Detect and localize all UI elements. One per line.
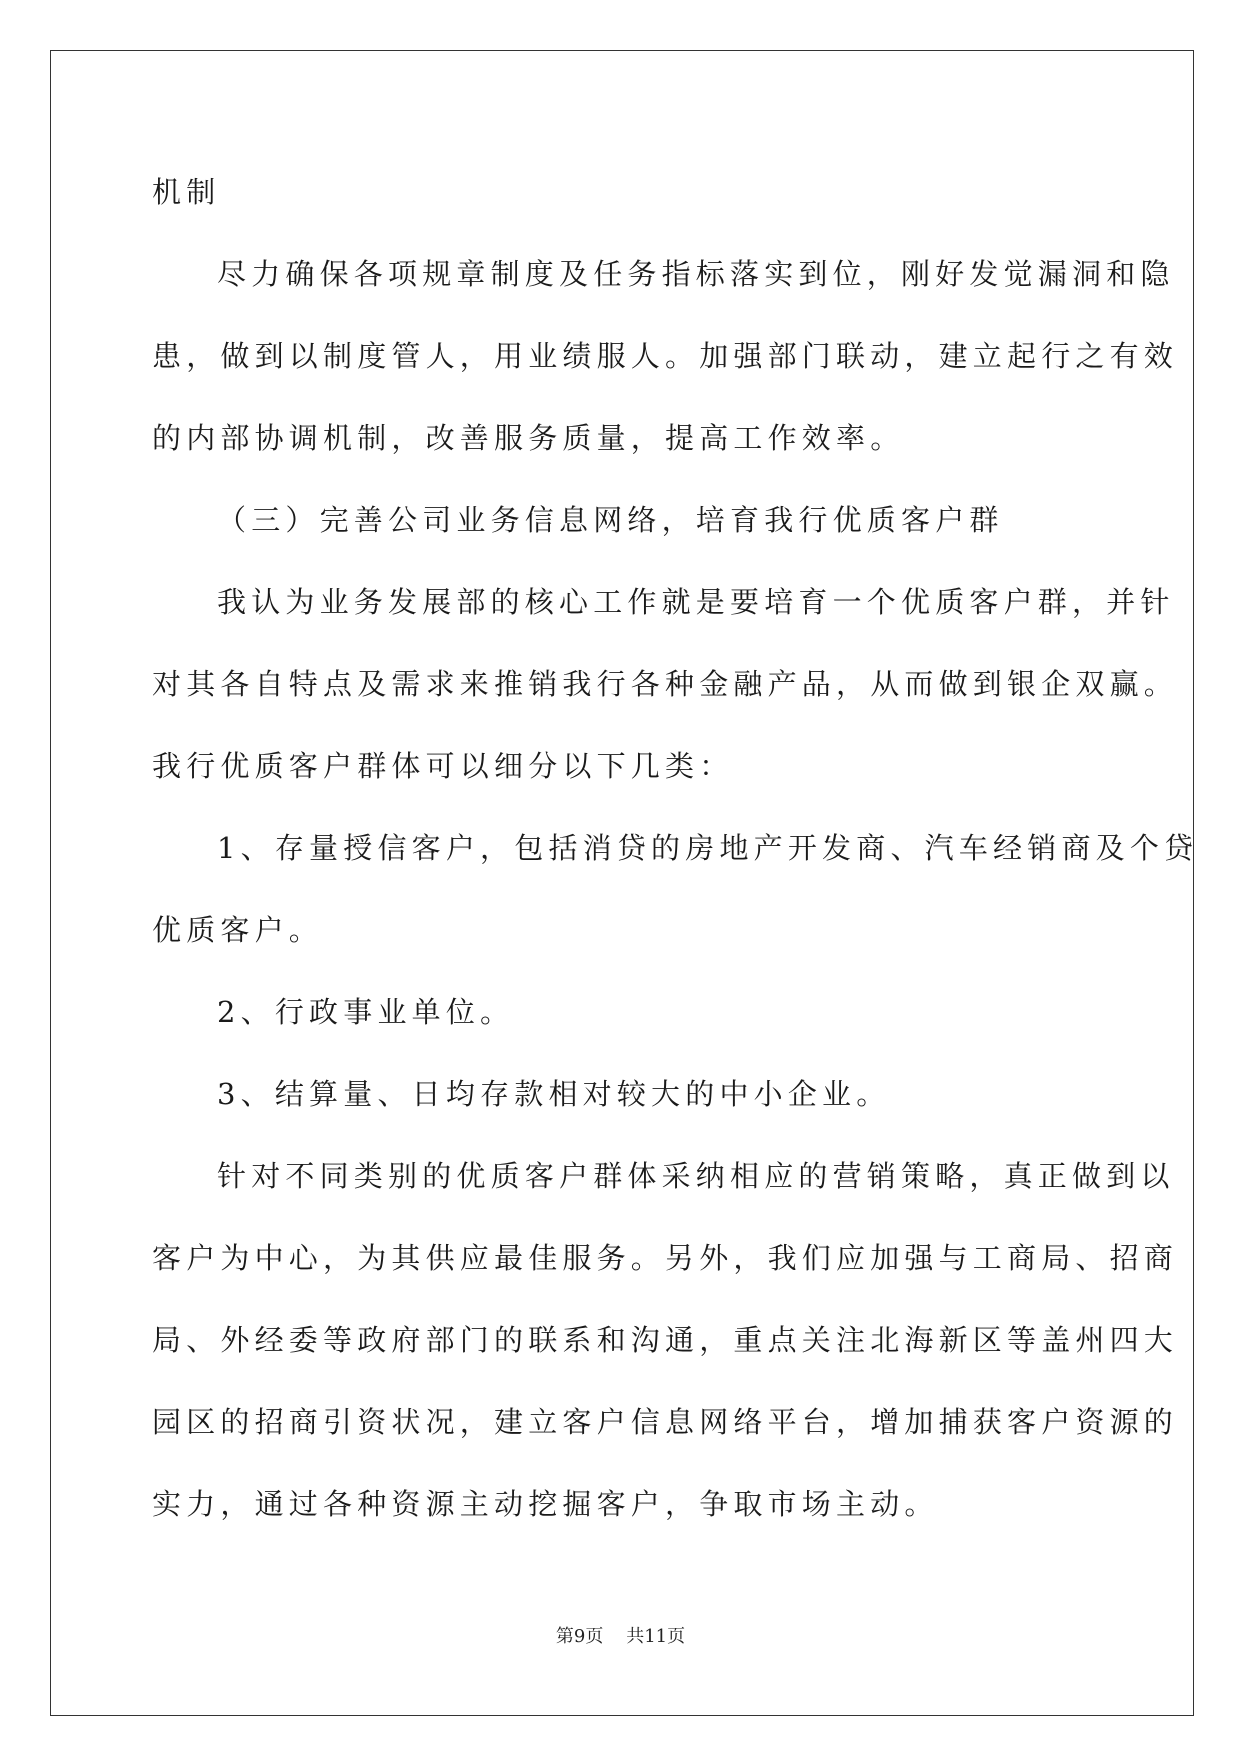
current-page-number: 9 (573, 1626, 586, 1647)
page-footer (0, 1624, 1241, 1650)
total-label-suffix: 页 (667, 1626, 686, 1647)
paragraph-line: 我认为业务发展部的核心工作就是要培育一个优质客户群，并针 (217, 585, 1175, 619)
paragraph-line: 客户为中心，为其供应最佳服务。另外，我们应加强与工商局、招商 (152, 1241, 1179, 1275)
section-heading: （三）完善公司业务信息网络，培育我行优质客户群 (217, 503, 1004, 537)
paragraph-line: 尽力确保各项规章制度及任务指标落实到位，刚好发觉漏洞和隐 (217, 257, 1175, 291)
paragraph-line: 患，做到以制度管人，用业绩服人。加强部门联动，建立起行之有效 (152, 339, 1179, 373)
page-label-prefix: 第 (555, 1626, 574, 1647)
page-border (50, 50, 1194, 1716)
list-item: 3、结算量、日均存款相对较大的中小企业。 (217, 1077, 891, 1111)
total-pages-number: 11 (644, 1626, 668, 1647)
paragraph-line: 对其各自特点及需求来推销我行各种金融产品，从而做到银企双赢。 (152, 667, 1179, 701)
paragraph-line: 的内部协调机制，改善服务质量，提高工作效率。 (152, 421, 905, 455)
paragraph-line: 园区的招商引资状况，建立客户信息网络平台，增加捕获客户资源的 (152, 1405, 1179, 1439)
page-label-suffix: 页 (585, 1626, 604, 1647)
paragraph-line: 局、外经委等政府部门的联系和沟通，重点关注北海新区等盖州四大 (152, 1323, 1179, 1357)
list-item: 1、存量授信客户，包括消贷的房地产开发商、汽车经销商及个贷 (217, 831, 1199, 865)
list-item-continuation: 优质客户。 (152, 913, 324, 947)
list-item: 2、行政事业单位。 (217, 995, 515, 1029)
total-label-prefix: 共 (626, 1626, 645, 1647)
paragraph-line: 实力，通过各种资源主动挖掘客户，争取市场主动。 (152, 1487, 939, 1521)
paragraph-line: 我行优质客户群体可以细分以下几类： (152, 749, 734, 783)
paragraph-line: 针对不同类别的优质客户群体采纳相应的营销策略，真正做到以 (217, 1159, 1175, 1193)
paragraph-line: 机制 (152, 175, 221, 209)
